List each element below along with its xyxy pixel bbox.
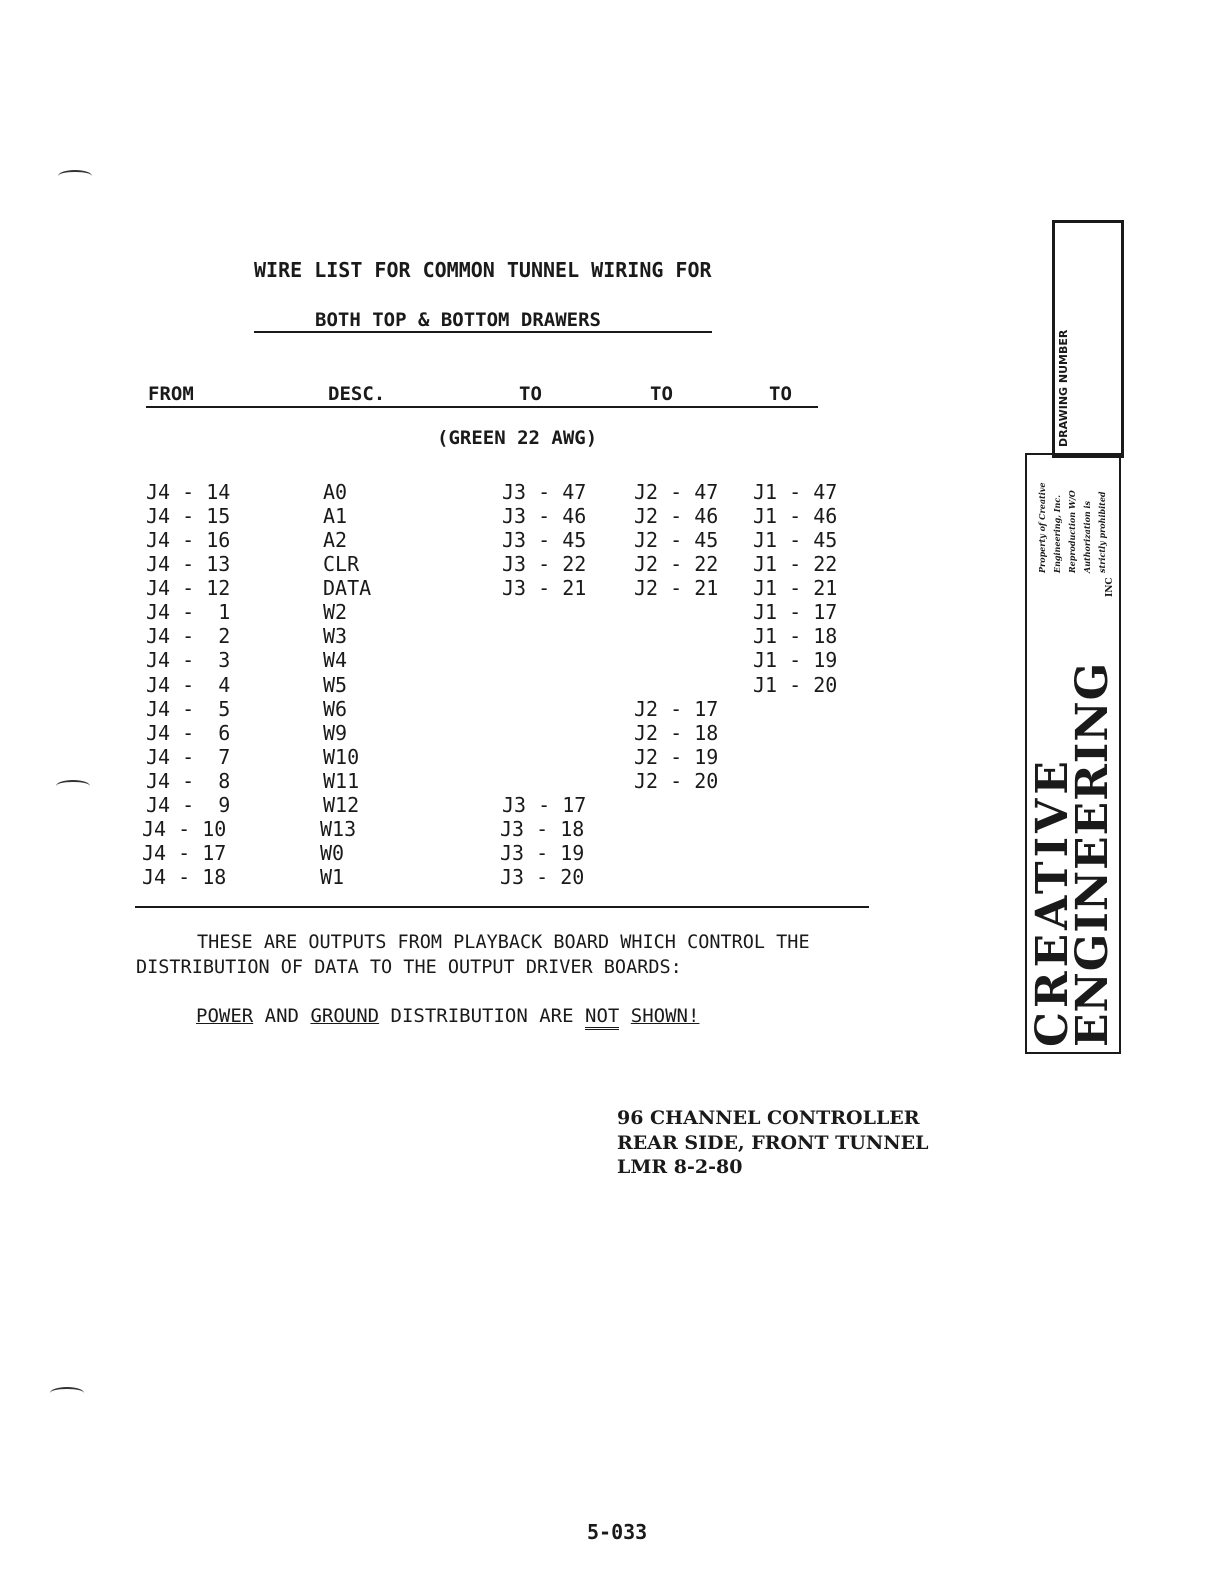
note-line-1: THESE ARE OUTPUTS FROM PLAYBACK BOARD WHICH CONTROL THE: [197, 932, 810, 953]
cell-to-2: J2 - 21: [634, 576, 719, 600]
cell-to-2: J2 - 47: [634, 480, 719, 504]
cell-desc: W10: [323, 745, 360, 769]
cell-desc: W2: [323, 600, 348, 624]
cell-desc: W12: [323, 793, 360, 817]
cell-from: J4 - 17: [142, 841, 227, 865]
wire-spec: (GREEN 22 AWG): [437, 427, 598, 449]
cell-from: J4 - 6: [146, 721, 231, 745]
document-subtitle: BOTH TOP & BOTTOM DRAWERS: [315, 309, 601, 331]
cell-to-1: J3 - 20: [500, 865, 585, 889]
cell-to-3: J1 - 17: [753, 600, 838, 624]
cell-to-2: J2 - 45: [634, 528, 719, 552]
cell-to-2: J2 - 20: [634, 769, 719, 793]
col-header-to-3: TO: [769, 383, 792, 405]
cell-desc: W6: [323, 697, 348, 721]
cell-to-3: J1 - 46: [753, 504, 838, 528]
property-notice-3: Reproduction W/O: [1067, 490, 1077, 573]
cell-to-1: J3 - 47: [502, 480, 587, 504]
cell-desc: W1: [320, 865, 345, 889]
cell-from: J4 - 7: [146, 745, 231, 769]
margin-mark-top: [58, 170, 92, 182]
cell-from: J4 - 1: [146, 600, 231, 624]
page-number: 5-033: [587, 1520, 648, 1544]
cell-to-2: J2 - 18: [634, 721, 719, 745]
cell-from: J4 - 18: [142, 865, 227, 889]
cell-from: J4 - 16: [146, 528, 231, 552]
caption-line-3: LMR 8-2-80: [617, 1156, 743, 1178]
cell-to-3: J1 - 18: [753, 624, 838, 648]
cell-desc: W3: [323, 624, 348, 648]
cell-from: J4 - 2: [146, 624, 231, 648]
table-bottom-rule: [135, 906, 869, 908]
cell-to-2: J2 - 19: [634, 745, 719, 769]
cell-desc: DATA: [323, 576, 372, 600]
cell-to-2: J2 - 17: [634, 697, 719, 721]
property-notice-5: strictly prohibited: [1097, 491, 1107, 573]
cell-to-2: J2 - 46: [634, 504, 719, 528]
col-header-to-2: TO: [650, 383, 673, 405]
cell-desc: CLR: [323, 552, 360, 576]
warning-word-power: POWER: [196, 1005, 254, 1027]
cell-to-3: J1 - 47: [753, 480, 838, 504]
company-name-line-2: ENGINEERING: [1067, 661, 1118, 1047]
cell-from: J4 - 8: [146, 769, 231, 793]
cell-desc: W4: [323, 648, 348, 672]
cell-desc: A1: [323, 504, 348, 528]
col-header-from: FROM: [148, 383, 194, 405]
warning-word-ground: GROUND: [310, 1005, 380, 1027]
cell-from: J4 - 5: [146, 697, 231, 721]
drawing-number-label: DRAWING NUMBER: [1057, 329, 1070, 447]
cell-from: J4 - 4: [146, 673, 231, 697]
property-notice-2: Engineering, Inc.: [1052, 495, 1062, 573]
cell-to-1: J3 - 17: [502, 793, 587, 817]
warning-word-not: NOT: [585, 1005, 619, 1030]
header-rule: [146, 406, 818, 408]
cell-desc: W0: [320, 841, 345, 865]
cell-to-3: J1 - 45: [753, 528, 838, 552]
warning-word-distribution: DISTRIBUTION ARE: [390, 1005, 574, 1027]
caption-line-1: 96 CHANNEL CONTROLLER: [617, 1107, 920, 1129]
cell-to-1: J3 - 19: [500, 841, 585, 865]
property-notice-4: Authorization is: [1082, 500, 1092, 573]
caption-line-2: REAR SIDE, FRONT TUNNEL: [617, 1132, 929, 1154]
document-title: WIRE LIST FOR COMMON TUNNEL WIRING FOR: [254, 258, 712, 282]
cell-to-3: J1 - 19: [753, 648, 838, 672]
cell-from: J4 - 10: [142, 817, 227, 841]
cell-to-1: J3 - 22: [502, 552, 587, 576]
note-line-2: DISTRIBUTION OF DATA TO THE OUTPUT DRIVER BOARDS:: [136, 957, 682, 978]
cell-to-3: J1 - 22: [753, 552, 838, 576]
cell-desc: W11: [323, 769, 360, 793]
cell-to-1: J3 - 46: [502, 504, 587, 528]
cell-desc: A2: [323, 528, 348, 552]
property-notice-1: Property of Creative: [1037, 482, 1047, 573]
cell-from: J4 - 9: [146, 793, 231, 817]
cell-to-3: J1 - 21: [753, 576, 838, 600]
cell-from: J4 - 15: [146, 504, 231, 528]
cell-from: J4 - 14: [146, 480, 231, 504]
cell-from: J4 - 3: [146, 648, 231, 672]
cell-to-1: J3 - 18: [500, 817, 585, 841]
company-name-line-1: CREATIVE: [1027, 757, 1078, 1047]
cell-desc: W5: [323, 673, 348, 697]
cell-to-1: J3 - 21: [502, 576, 587, 600]
warning-word-and: AND: [264, 1005, 299, 1027]
cell-desc: W9: [323, 721, 348, 745]
margin-mark-middle: [56, 780, 90, 792]
cell-to-3: J1 - 20: [753, 673, 838, 697]
cell-from: J4 - 12: [146, 576, 231, 600]
warning-word-shown: SHOWN!: [630, 1005, 700, 1027]
margin-mark-bottom: [50, 1387, 84, 1399]
col-header-to-1: TO: [519, 383, 542, 405]
company-stamp: [1025, 453, 1121, 1054]
cell-desc: A0: [323, 480, 348, 504]
cell-desc: W13: [320, 817, 357, 841]
cell-from: J4 - 13: [146, 552, 231, 576]
subtitle-rule: [254, 331, 712, 333]
drawing-number-box: [1052, 220, 1124, 458]
company-inc: INC: [1105, 577, 1115, 597]
cell-to-1: J3 - 45: [502, 528, 587, 552]
col-header-desc: DESC.: [328, 383, 386, 405]
cell-to-2: J2 - 22: [634, 552, 719, 576]
warning-line: [196, 1005, 699, 1027]
